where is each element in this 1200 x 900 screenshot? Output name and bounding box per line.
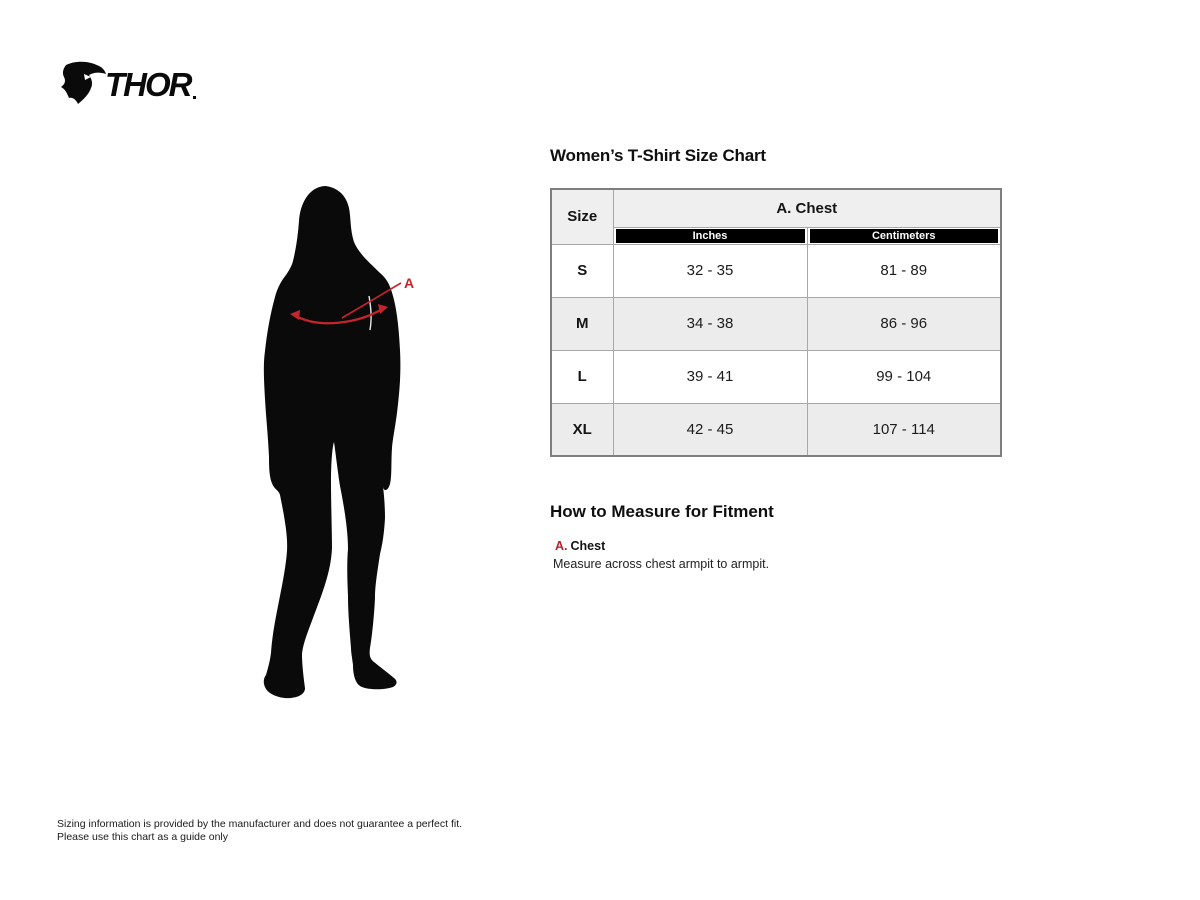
size-chart-title: Women’s T-Shirt Size Chart — [550, 146, 766, 165]
size-cell: S — [551, 244, 613, 297]
centimeters-cell: 107 - 114 — [807, 403, 1001, 456]
measure-item-chest-label — [555, 539, 605, 553]
measure-item-description: Measure across chest armpit to armpit. — [553, 557, 770, 571]
how-to-measure-title: How to Measure for Fitment — [550, 502, 774, 521]
size-column-header: Size — [551, 189, 613, 244]
disclaimer-line-1: Sizing information is provided by the manufacturer and does not guarantee a perfect fit. — [57, 818, 463, 830]
thor-logo — [57, 60, 207, 108]
inches-cell: 32 - 35 — [613, 244, 807, 297]
inches-header-bar: Inches — [616, 229, 805, 243]
measure-item-key: A. — [555, 539, 568, 553]
centimeters-cell: 99 - 104 — [807, 350, 1001, 403]
table-row-s — [551, 244, 1001, 297]
chest-group-header: A. Chest — [613, 189, 1001, 227]
centimeters-column-header — [807, 227, 1001, 244]
thor-ram-head-icon — [61, 62, 106, 104]
centimeters-header-bar: Centimeters — [810, 229, 999, 243]
table-subheader-row — [551, 227, 1001, 244]
disclaimer-line-2: Please use this chart as a guide only — [57, 830, 229, 843]
sizing-disclaimer — [57, 818, 462, 843]
thor-wordmark — [105, 66, 196, 103]
table-header-row — [551, 189, 1001, 227]
measure-item-name: Chest — [570, 539, 606, 553]
size-chart-section — [550, 0, 1002, 700]
inches-cell: 39 - 41 — [613, 350, 807, 403]
size-cell: XL — [551, 403, 613, 456]
measurement-figure-svg — [258, 184, 428, 709]
table-row-l — [551, 350, 1001, 403]
table-row-xl — [551, 403, 1001, 456]
size-cell: L — [551, 350, 613, 403]
size-cell: M — [551, 297, 613, 350]
thor-wordmark-text: THOR — [105, 66, 191, 103]
centimeters-cell: 81 - 89 — [807, 244, 1001, 297]
measurement-figure — [258, 184, 428, 709]
inches-column-header — [613, 227, 807, 244]
annotation-label-a: A — [404, 275, 415, 291]
table-row-m — [551, 297, 1001, 350]
centimeters-cell: 86 - 96 — [807, 297, 1001, 350]
size-chart-table — [550, 188, 1002, 457]
thor-logo-svg — [57, 60, 207, 108]
logo-trademark-dot — [193, 96, 196, 99]
inches-cell: 42 - 45 — [613, 403, 807, 456]
inches-cell: 34 - 38 — [613, 297, 807, 350]
woman-silhouette — [264, 186, 401, 698]
